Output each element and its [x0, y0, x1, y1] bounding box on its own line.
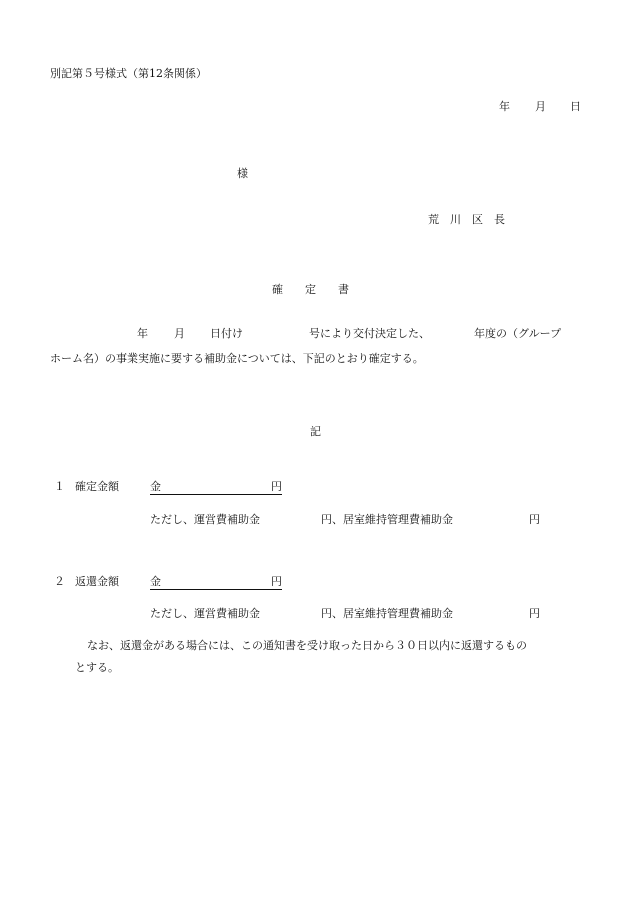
item-2-amount-prefix: 金 [150, 575, 161, 588]
item-2-label: 返還金額 [75, 575, 119, 588]
item-1-amount-prefix: 金 [150, 480, 161, 493]
ki-heading: 記 [310, 425, 321, 438]
item-1-label: 確定金額 [75, 480, 119, 493]
note-line-2: とする。 [75, 661, 119, 674]
body-month: 月 [174, 327, 185, 340]
body-dated: 日付け [210, 327, 243, 340]
item-2-detail-yen: 円 [529, 607, 540, 620]
item-2-number: ２ [54, 575, 65, 588]
note-line-1: なお、返還金がある場合には、この通知書を受け取った日から３０日以内に返還するもの [87, 639, 527, 652]
item-2-amount-suffix: 円 [271, 575, 282, 588]
body-fiscal-year-clause: 年度の（グループ [474, 327, 562, 340]
body-year: 年 [137, 327, 148, 340]
item-1-detail-room: 円、居室維持管理費補助金 [321, 513, 453, 526]
issuer-name: 荒 川 区 長 [428, 213, 505, 226]
date-day-label: 日 [570, 100, 581, 113]
item-1-number: １ [54, 480, 65, 493]
item-2-detail-operating: ただし、運営費補助金 [150, 607, 260, 620]
item-2-amount-field [150, 576, 282, 592]
body-number-clause: 号により交付決定した、 [309, 327, 430, 340]
item-1-amount-suffix: 円 [271, 480, 282, 493]
date-month-label: 月 [535, 100, 546, 113]
item-1-detail-yen: 円 [529, 513, 540, 526]
recipient-suffix: 様 [237, 167, 248, 180]
item-1-detail-operating: ただし、運営費補助金 [150, 513, 260, 526]
date-year-label: 年 [499, 100, 510, 113]
document-title: 確 定 書 [272, 283, 349, 296]
body-line-2: ホーム名）の事業実施に要する補助金については、下記のとおり確定する。 [50, 352, 424, 365]
item-1-amount-field [150, 481, 282, 497]
item-2-detail-room: 円、居室維持管理費補助金 [321, 607, 453, 620]
form-reference: 別記第５号様式（第12条関係） [50, 67, 207, 80]
